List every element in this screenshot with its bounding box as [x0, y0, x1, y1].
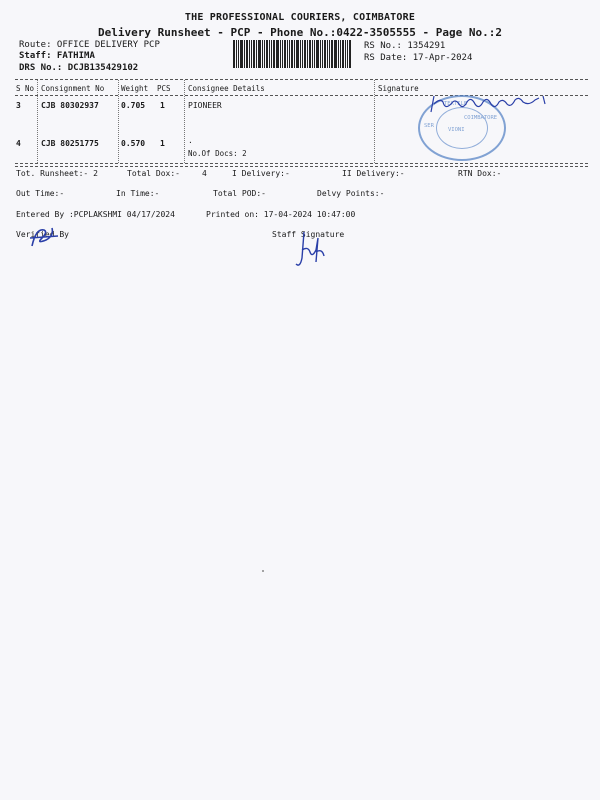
column-divider [37, 80, 38, 163]
row-pcs: 1 [160, 101, 165, 110]
header-consignment: Consignment No [41, 84, 105, 93]
row-consignee: PIONEER [188, 101, 222, 110]
barcode-bar [258, 40, 261, 68]
barcode-bar [307, 40, 308, 68]
barcode-bar [273, 40, 275, 68]
table-top-divider [15, 79, 588, 80]
barcode-bar [282, 40, 283, 68]
total-dox-label: Total Dox:- [127, 169, 180, 178]
barcode-bar [338, 40, 339, 68]
barcode-bar [269, 40, 270, 68]
barcode-bar [249, 40, 250, 68]
barcode-bar [347, 40, 348, 68]
barcode-bar [266, 40, 268, 68]
barcode [233, 40, 354, 68]
barcode-bar [287, 40, 288, 68]
entered-by: Entered By :PCPLAKSHMI 04/17/2024 [16, 210, 175, 219]
barcode-bar [280, 40, 281, 68]
route-label: Route: OFFICE DELIVERY PCP [19, 40, 160, 50]
barcode-bar [320, 40, 321, 68]
table-bottom-divider [15, 163, 588, 164]
out-time: Out Time:- [16, 189, 65, 198]
barcode-bar [309, 40, 311, 68]
in-time: In Time:- [116, 189, 160, 198]
barcode-bar [312, 40, 313, 68]
column-divider [184, 80, 185, 163]
row-sno: 4 [16, 139, 21, 148]
barcode-bar [291, 40, 293, 68]
barcode-bar [327, 40, 328, 68]
rtn-dox: RTN Dox:- [458, 169, 502, 178]
column-divider [374, 80, 375, 163]
header-pcs: PCS [157, 84, 171, 93]
barcode-bar [340, 40, 341, 68]
row-weight: 0.570 [121, 139, 146, 148]
barcode-bar [262, 40, 263, 68]
row-docs-count: No.Of Docs: 2 [188, 149, 247, 158]
barcode-bar [246, 40, 248, 68]
barcode-bar [304, 40, 306, 68]
company-title: THE PROFESSIONAL COURIERS, COIMBATORE [184, 12, 416, 23]
tot-runsheet: Tot. Runsheet:- 2 [16, 169, 98, 178]
staff-signature-mark [290, 228, 330, 272]
rs-number: RS No.: 1354291 [364, 41, 446, 51]
consignee-signature-mark [425, 90, 555, 120]
delvy-points: Delvy Points:- [317, 189, 385, 198]
barcode-bar [236, 40, 237, 68]
barcode-bar [322, 40, 323, 68]
barcode-bar [284, 40, 286, 68]
barcode-bar [334, 40, 337, 68]
total-pod: Total POD:- [213, 189, 266, 198]
barcode-bar [349, 40, 351, 68]
header-signature: Signature [378, 84, 419, 93]
barcode-bar [294, 40, 295, 68]
header-weight: Weight [121, 84, 149, 93]
barcode-bar [345, 40, 346, 68]
barcode-bar [296, 40, 299, 68]
verified-by-label: Verified By [16, 230, 69, 239]
barcode-bar [289, 40, 290, 68]
row-pcs: 1 [160, 139, 165, 148]
rs-date: RS Date: 17-Apr-2024 [364, 53, 473, 63]
barcode-bar [271, 40, 272, 68]
verifier-signature-mark [24, 222, 64, 250]
barcode-bar [238, 40, 239, 68]
header-consignee: Consignee Details [188, 84, 265, 93]
total-dox-value: 4 [202, 169, 207, 178]
staff-signature-label: Staff Signature [272, 230, 345, 239]
barcode-bar [342, 40, 344, 68]
staff-label: Staff: FATHIMA [19, 51, 95, 61]
barcode-bar [253, 40, 255, 68]
barcode-bar [302, 40, 303, 68]
runsheet-subtitle: Delivery Runsheet - PCP - Phone No.:0422-3505555 - Page No.:2 [98, 26, 502, 39]
barcode-bar [264, 40, 265, 68]
barcode-bar [316, 40, 319, 68]
barcode-bar [324, 40, 326, 68]
barcode-bar [314, 40, 315, 68]
barcode-bar [331, 40, 333, 68]
header-sno: S No [16, 84, 35, 93]
company-stamp: TEXTILE VIONI COIMBATORE SER [418, 95, 506, 161]
barcode-bar [276, 40, 279, 68]
column-divider [118, 80, 119, 163]
printed-on: Printed on: 17-04-2024 10:47:00 [206, 210, 356, 219]
barcode-bar [256, 40, 257, 68]
barcode-bar [300, 40, 301, 68]
i-delivery: I Delivery:- [232, 169, 290, 178]
row-consignment: CJB 80302937 [41, 101, 99, 110]
scan-speck [262, 570, 264, 572]
row-consignment: CJB 80251775 [41, 139, 99, 148]
barcode-bar [251, 40, 252, 68]
barcode-bar [329, 40, 330, 68]
ii-delivery: II Delivery:- [342, 169, 405, 178]
row-sno: 3 [16, 101, 21, 110]
barcode-bar [244, 40, 245, 68]
row-consignee: . [188, 136, 193, 145]
barcode-bar [233, 40, 235, 68]
barcode-bar [240, 40, 243, 68]
row-weight: 0.705 [121, 101, 146, 110]
totals-divider [15, 166, 588, 167]
drs-number: DRS No.: DCJB135429102 [19, 63, 139, 73]
